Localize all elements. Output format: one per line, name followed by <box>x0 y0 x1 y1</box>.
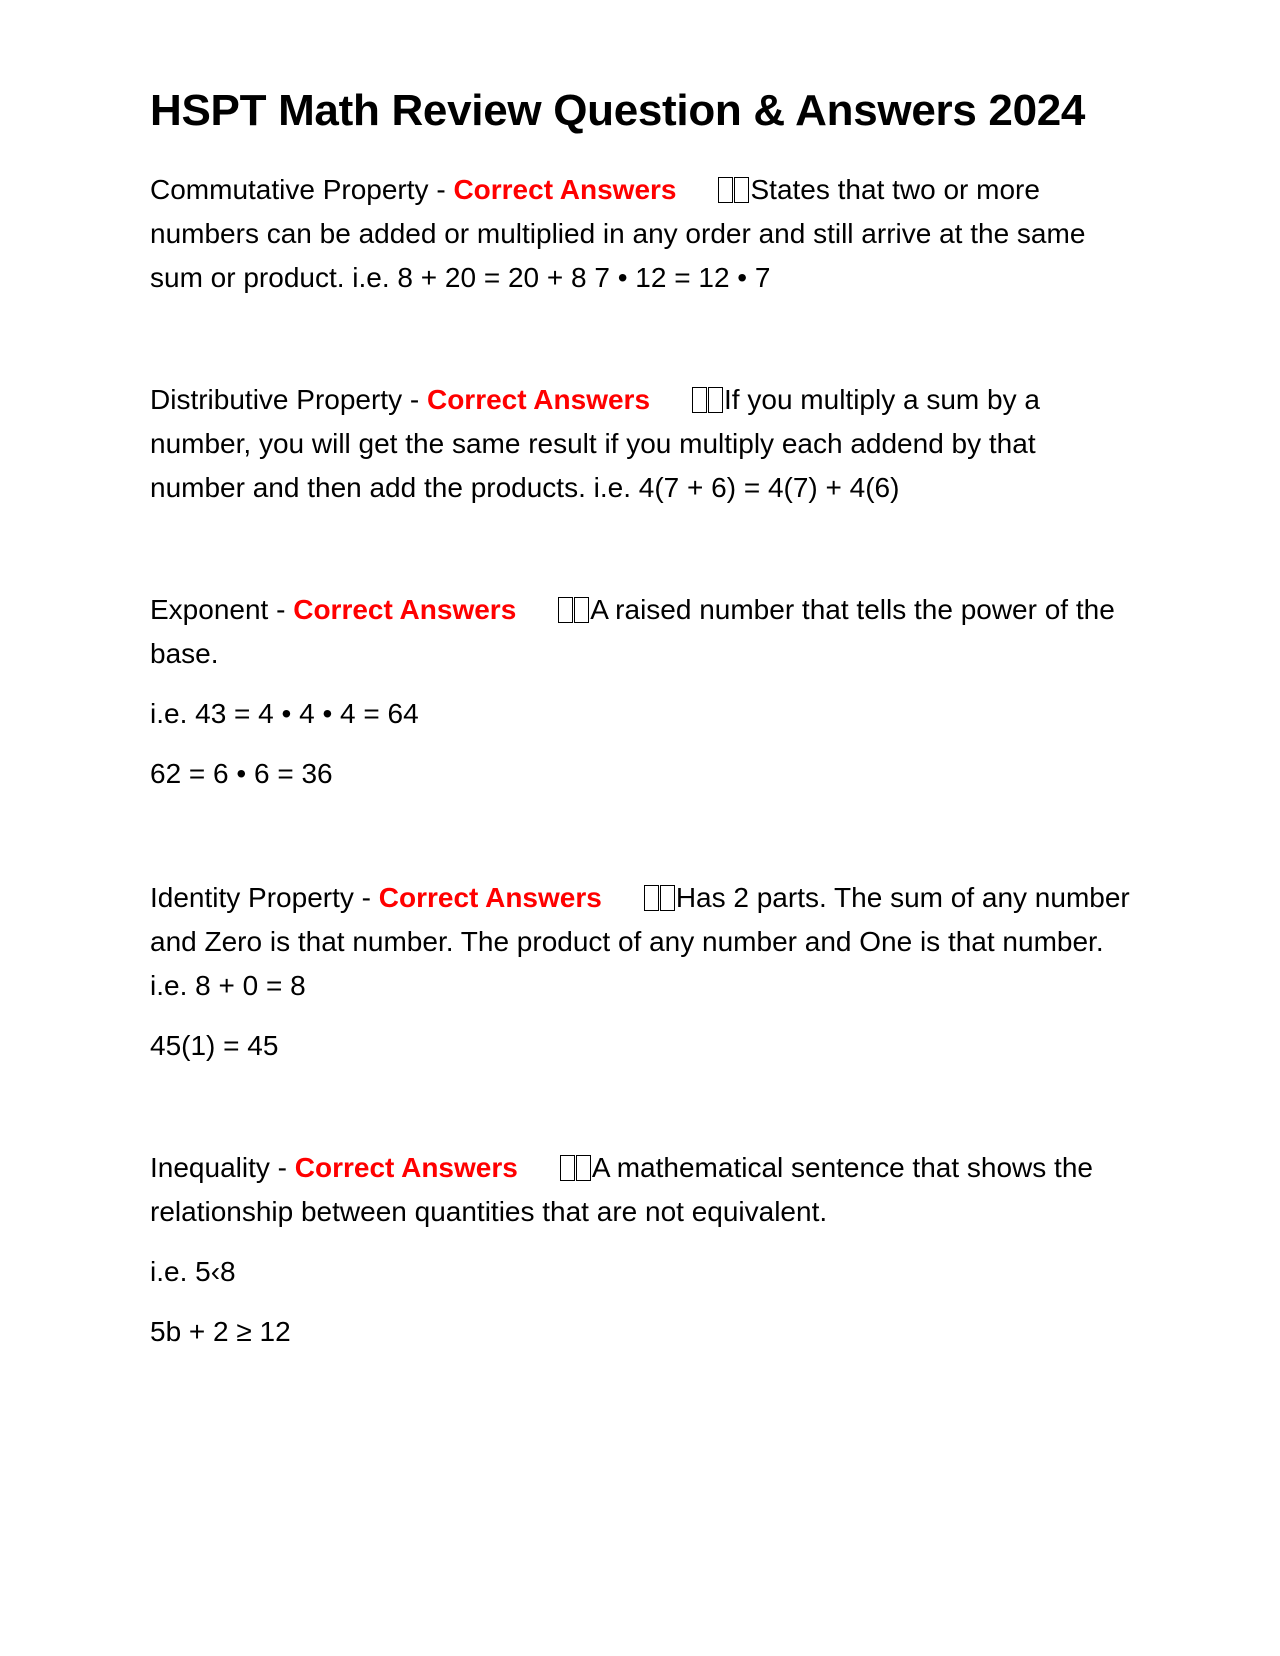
entry-definition-paragraph <box>150 378 1130 510</box>
entry-definition-paragraph <box>150 1146 1130 1234</box>
entry-definition: Has 2 parts. The sum of any number and Zero is that number. The product of any number and One is that number. i.e. 8 + 0 = 8 <box>150 882 1130 1001</box>
missing-glyph-icon <box>734 177 749 203</box>
correct-answers-label: Correct Answers <box>426 384 651 415</box>
missing-glyph-icon <box>708 387 723 413</box>
entry-separator: - <box>269 1152 295 1183</box>
missing-glyph-icon <box>660 885 675 911</box>
entry-commutative-property <box>150 168 1130 300</box>
entry-separator: - <box>428 174 454 205</box>
entry-distributive-property <box>150 378 1130 510</box>
entry-separator: - <box>402 384 427 415</box>
missing-glyph-icon <box>574 597 589 623</box>
entry-spacer <box>150 1068 1130 1146</box>
entry-definition-paragraph <box>150 168 1130 300</box>
entry-term: Distributive Property <box>150 384 403 415</box>
entry-definition: States that two or more numbers can be added or multiplied in any order and still arrive at the same sum or product. i.e. 8 + 20 = 20 + 8 7 • 12 = 12 • 7 <box>150 174 1086 293</box>
missing-glyph-icon <box>718 177 733 203</box>
missing-glyph-icon <box>558 597 573 623</box>
missing-glyph-icon <box>576 1155 591 1181</box>
entry-term: Commutative Property <box>150 174 429 205</box>
entry-identity-property <box>150 876 1130 1068</box>
entry-definition: A raised number that tells the power of the base. <box>150 594 1115 669</box>
entry-term: Inequality <box>150 1152 270 1183</box>
entry-example-line: i.e. 43 = 4 • 4 • 4 = 64 <box>150 698 419 729</box>
entry-spacer <box>150 510 1130 588</box>
missing-glyph-icon <box>560 1155 575 1181</box>
entry-separator: - <box>268 594 294 625</box>
correct-answers-label: Correct Answers <box>294 1152 518 1183</box>
entry-example-line: 45(1) = 45 <box>150 1030 279 1061</box>
entry-definition-paragraph <box>150 588 1130 676</box>
entry-definition: If you multiply a sum by a number, you will get the same result if you multiply each addend by that number and then add the products. i.e. 4(7 + 6) = 4(7) + 4(6) <box>150 384 1040 503</box>
entry-example-line: 62 = 6 • 6 = 36 <box>150 758 333 789</box>
entry-definition-paragraph <box>150 876 1130 1008</box>
entry-separator: - <box>353 882 379 913</box>
document-page <box>150 78 1130 1354</box>
entry-term: Exponent <box>150 594 269 625</box>
entry-example-line: i.e. 5‹8 <box>150 1256 236 1287</box>
entry-spacer <box>150 796 1130 876</box>
correct-answers-label: Correct Answers <box>453 174 677 205</box>
missing-glyph-icon <box>692 387 707 413</box>
entry-exponent <box>150 588 1130 796</box>
missing-glyph-icon <box>644 885 659 911</box>
entry-definition: A mathematical sentence that shows the relationship between quantities that are not equivalent. <box>150 1152 1093 1227</box>
correct-answers-label: Correct Answers <box>293 594 517 625</box>
entry-example-line: 5b + 2 ≥ 12 <box>150 1316 291 1347</box>
entry-inequality <box>150 1146 1130 1354</box>
entry-spacer <box>150 300 1130 378</box>
document-title: HSPT Math Review Question & Answers 2024 <box>150 86 1086 135</box>
correct-answers-label: Correct Answers <box>378 882 602 913</box>
entry-term: Identity Property <box>150 882 354 913</box>
